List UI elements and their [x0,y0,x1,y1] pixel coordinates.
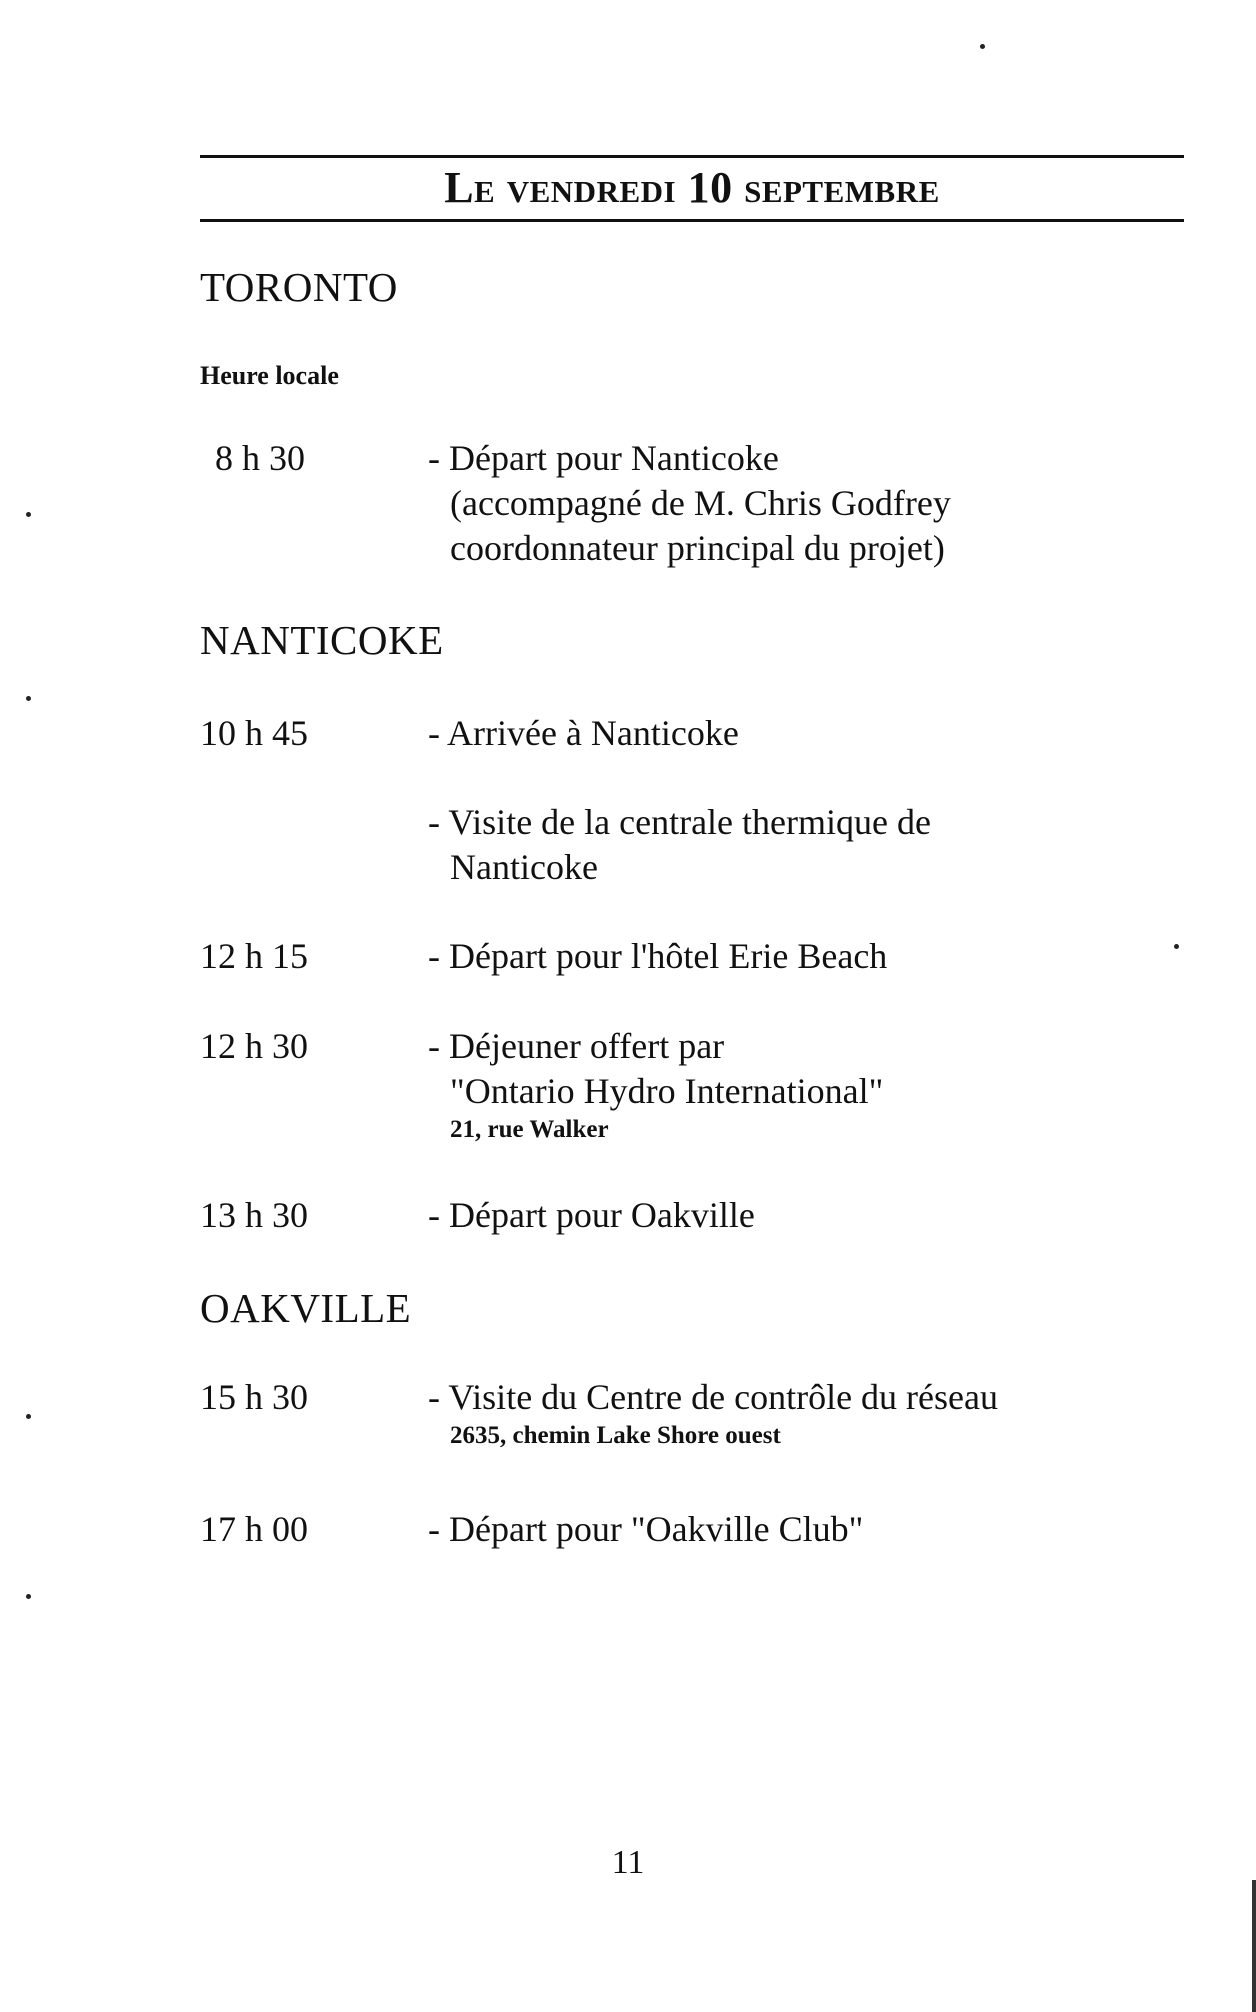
entry-line: - Départ pour l'hôtel Erie Beach [428,936,888,976]
entry-line: - Arrivée à Nanticoke [428,713,739,753]
entry-description [428,436,1188,571]
local-time-note: Heure locale [200,361,339,390]
header-rule-bottom [200,219,1184,222]
entry-line: - Déjeuner offert par [428,1026,725,1066]
page-title: Le vendredi 10 septembre [444,163,940,212]
scan-speck [26,1594,31,1599]
header-rule-top [200,155,1184,158]
entry-line: - Départ pour Nanticoke [428,438,779,478]
entry-line: - Départ pour "Oakville Club" [428,1509,864,1549]
scan-edge-mark [1252,1880,1256,2012]
scan-speck [26,1414,31,1419]
entry-description [428,1507,1188,1552]
scan-speck [26,696,31,701]
entry-description [428,1193,1188,1238]
entry-description [428,934,1188,979]
entry-time: 8 h 30 [215,438,305,478]
entry-line: (accompagné de M. Chris Godfrey [450,483,951,523]
entry-time: 15 h 30 [200,1377,308,1417]
scan-speck [980,44,985,49]
entry-line: coordonnateur principal du projet) [450,528,945,568]
entry-time: 13 h 30 [200,1195,308,1235]
entry-description [428,1375,1188,1452]
entry-line: - Départ pour Oakville [428,1195,755,1235]
scan-speck [26,512,31,517]
entry-address: 21, rue Walker [450,1116,609,1143]
entry-line: - Visite de la centrale thermique de [428,802,931,842]
section-heading-oakville: OAKVILLE [200,1285,412,1331]
entry-time: 12 h 30 [200,1026,308,1066]
scan-speck [1174,944,1179,949]
entry-description [428,1024,1188,1146]
page-number: 11 [611,1844,645,1881]
section-heading-nanticoke: NANTICOKE [200,617,444,663]
entry-description [428,711,1188,756]
entry-line: - Visite du Centre de contrôle du réseau [428,1377,998,1417]
entry-line: Nanticoke [450,847,598,887]
entry-description [428,800,1188,890]
entry-line: "Ontario Hydro International" [450,1071,884,1111]
entry-time: 10 h 45 [200,713,308,753]
entry-address: 2635, chemin Lake Shore ouest [450,1422,781,1449]
section-heading-toronto: TORONTO [200,264,398,310]
entry-time: 12 h 15 [200,936,308,976]
entry-time: 17 h 00 [200,1509,308,1549]
